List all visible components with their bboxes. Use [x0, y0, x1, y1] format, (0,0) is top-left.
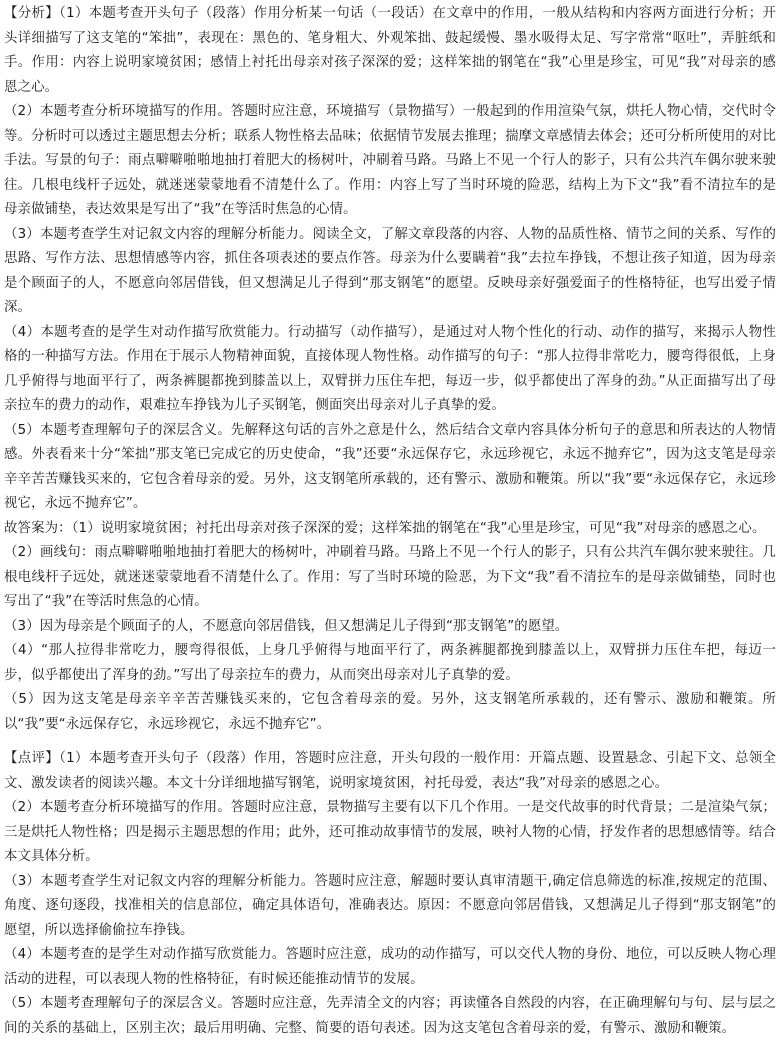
analysis-item-4: （4）本题考查的是学生对动作描写欣赏能力。行动描写（动作描写），是通过对人物个性化的行动、动作的描写，来揭示人物性格的一种描写方法。作用在于展示人物精神面貌，直接体现人物性格。动作描写的句子：“那人拉得非常吃力，腰弯得很低，上身几乎俯得与地面平行了，两条裤腿都挽到膝盖以上，双臂拼力压住车把，每迈一步，似乎都使出了浑身的劲。”从正面描写出了母亲拉车的费力的动作，艰难拉车挣钱为儿子买钢笔，侧面突出母亲对儿子真挚的爱。 [4, 324, 776, 413]
answer-item-1-text: （1）说明家境贫困；衬托出母亲对孩子深深的爱；这样笨拙的钢笔在“我”心里是珍宝，可见“我”对母亲的感恩之心。 [71, 520, 766, 536]
comment-item-4: （4）本题考查的是学生对动作描写欣赏能力。答题时应注意，成功的动作描写，可以交代人物的身份、地位，可以反映人物心理活动的进程，可以表现人物的性格特征，有时候还能推动情节的发展。 [4, 947, 776, 987]
analysis-item-1 [4, 2, 776, 100]
answer-item-1 [4, 517, 776, 542]
answer-item-2: （2）画线句：雨点噼噼啪啪地抽打着肥大的杨树叶，冲刷着马路。马路上不见一个行人的影子，只有公共汽车偶尔驶来驶往。几根电线杆子远处，就迷迷蒙蒙地看不清楚什么了。作用：写了当时环境的险恶，为下文“我”看不清拉车的是母亲做铺垫，同时也写出了“我”在等活时焦急的心情。 [4, 545, 776, 609]
comment-item-1 [4, 747, 776, 796]
answer-item-4: （4）“那人拉得非常吃力，腰弯得很低，上身几乎俯得与地面平行了，两条裤腿都挽到膝盖以上，双臂拼力压住车把，每迈一步，似乎都使出了浑身的劲。”写出了母亲拉车的费力，从而突出母亲对儿子真挚的爱。 [4, 643, 776, 683]
answer-item-3: （3）因为母亲是个顾面子的人，不愿意向邻居借钱，但又想满足儿子得到“那支钢笔”的愿望。 [4, 618, 569, 634]
analysis-label: 【分析】 [4, 6, 60, 21]
answer-label: 故答案为： [4, 520, 72, 536]
analysis-item-1-text: （1）本题考查开头句子（段落）作用分析某一句话（一段话）在文章中的作用，一般从结构和内容两方面进行分析；开头详细描写了这支笔的“笨拙”，表现在：黑色的、笔身粗大、外观笨拙、鼓起缓慢、墨水吸得太足、写字常常“呕吐”，弄脏纸和手。作用：内容上说明家境贫困；感情上衬托出母亲对孩子深深的爱；这样笨拙的钢笔在“我”心里是珍宝，可见“我”对母亲的感恩之心。 [4, 6, 777, 95]
comment-label: 【点评】 [4, 751, 60, 766]
comment-item-1-text: （1）本题考查开头句子（段落）作用，答题时应注意，开头句段的一般作用：开篇点题、设置悬念、引起下文、总领全文、激发读者的阅读兴趣。本文十分详细地描写钢笔，说明家境贫困，衬托母爱，表达“我”对母亲的感恩之心。 [4, 751, 777, 791]
comment-item-2: （2）本题考查分析环境描写的作用。答题时应注意，景物描写主要有以下几个作用。一是交代故事的时代背景；二是渲染气氛；三是烘托人物性格；四是揭示主题思想的作用；此外，还可推动故事情节的发展，映衬人物的心情，抒发作者的思想感情等。结合本文具体分析。 [4, 800, 776, 864]
comment-item-5: （5）本题考查理解句子的深层含义。答题时应注意，先弄清全文的内容；再读懂各自然段的内容，在正确理解句与句、层与层之间的关系的基础上，区别主次；最后用明确、完整、简要的语句表述。因为这支笔包含着母亲的爱，有警示、激励和鞭策。 [4, 996, 776, 1036]
comment-section [4, 747, 776, 1041]
analysis-item-2: （2）本题考查分析环境描写的作用。答题时应注意，环境描写（景物描写）一般起到的作用渲染气氛，烘托人物心情，交代时令等。分析时可以透过主题思想去分析；联系人物性格去品味；依据情节发展去推理；揣摩文章感情去体会；还可分析所使用的对比手法。写景的句子：雨点噼噼啪啪地抽打着肥大的杨树叶，冲刷着马路。马路上不见一个行人的影子，只有公共汽车偶尔驶来驶往。几根电线杆子远处，就迷迷蒙蒙地看不清楚什么了。作用：内容上写了当时环境的险恶，结构上为下文“我”看不清拉车的是母亲做铺垫，表达效果是写出了“我”在等活时焦急的心情。 [4, 104, 776, 217]
answer-item-5: （5）因为这支笔是母亲辛辛苦苦赚钱买来的，它包含着母亲的爱。另外，这支钢笔所承载的，还有警示、激励和鞭策。所以“我”要“永远保存它，永远珍视它，永远不抛弃它”。 [4, 692, 776, 732]
analysis-item-3: （3）本题考查学生对记叙文内容的理解分析能力。阅读全文，了解文章段落的内容、人物的品质性格、情节之间的关系、写作的思路、写作方法、思想情感等内容，抓住各项表述的要点作答。母亲为什么要瞒着“我”去拉车挣钱，不想让孩子知道，因为母亲是个顾面子的人，不愿意向邻居借钱，但又想满足儿子得到“那支钢笔”的愿望。反映母亲好强爱面子的性格特征，也写出爱子情深。 [4, 226, 776, 315]
comment-item-3: （3）本题考查学生对记叙文内容的理解分析能力。答题时应注意，解题时要认真审清题干,确定信息筛选的标准,按规定的范围、角度、逐句逐段，找准相关的信息部位，确定具体语句，准确表达。原因：不愿意向邻居借钱，又想满足儿子得到“那支钢笔”的愿望，所以选择偷偷拉车挣钱。 [4, 873, 776, 938]
analysis-item-5: （5）本题考查理解句子的深层含义。先解释这句话的言外之意是什么，然后结合文章内容具体分析句子的意思和所表达的人物情感。外表看来十分“笨拙”那支笔已完成它的历史使命，“我”还要“永远保存它，永远珍视它，永远不抛弃它”，因为这支笔是母亲辛辛苦苦赚钱买来的，它包含着母亲的爱。另外，这支钢笔所承载的，还有警示、激励和鞭策。所以“我”要“永远保存它，永远珍视它，永远不抛弃它”。 [4, 422, 776, 511]
answer-section [4, 517, 776, 738]
analysis-section [4, 2, 776, 517]
section-spacer [4, 737, 776, 747]
